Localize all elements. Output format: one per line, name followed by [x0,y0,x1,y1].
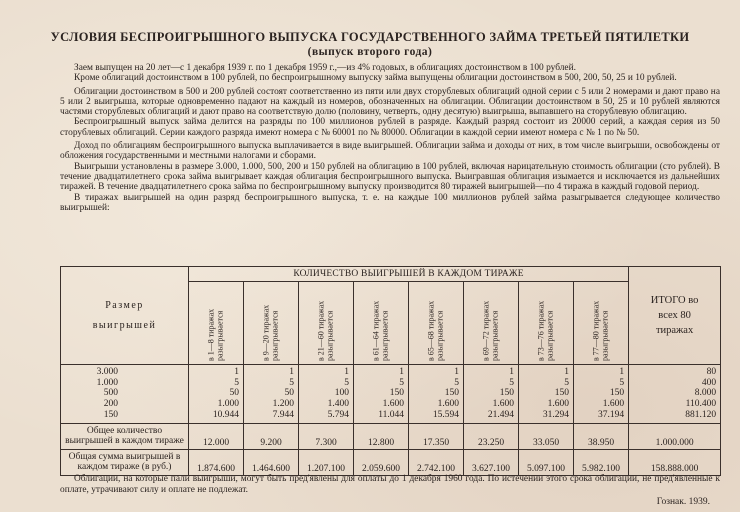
prize-count: 50 [229,388,239,399]
prize-total: 881.120 [685,409,717,420]
prize-count: 150 [499,388,514,399]
prize-count: 31.294 [542,409,569,420]
prize-count-column [409,365,464,424]
prize-count: 5 [344,377,349,388]
prize-count: 1 [509,367,514,378]
terms-text [60,63,720,213]
draw-range-header [464,282,519,365]
footer-note [60,474,720,495]
draw-range-header [299,282,354,365]
paragraph: Выигрыши установлены в размере 3.000, 1.000, 500, 200 и 150 рублей на облигацию в 100 рублей, включая нарицательную стоимость облигации (сто рублей). В течение двадцатилетнего срока займа выигрывает каждая облигация беспроигрышного выпуска. Выигравшая облигация изымается и исключается из дальнейших тиражей. В течение двадцатилетнего срока займа по беспроигрышному выпуску производится 80 тиражей выигрышей—по 4 тиража в каждый годовой период. [60,161,720,193]
prize-count: 5 [509,377,514,388]
draw-range-header [189,282,244,365]
prize-count-column [354,365,409,424]
draw-range-header [354,282,409,365]
prize-count: 5 [399,377,404,388]
prize-count-column [464,365,519,424]
draw-range-header [409,282,464,365]
total-column-header: ИТОГО во всех 80 тиражах [629,267,721,365]
draw-range-label: в 77—80 тиражах разыгрывается [591,300,610,361]
draw-prize-sum: 5.097.100 [519,449,574,475]
paragraph: Облигации достоинством в 500 и 200 рублей состоят соответственно из пяти или двух сторублевых облигаций одной серии с 5 или 2 номерами и дают право на 5 или 2 выигрыша, которые одновременно падают на каждый из номеров, обозначенных на облигации. Облигации достоинством в 50, 25 и 10 рублей являются частями сторублевых облигаций и дают право на соответствую долю (половину, четверть, одну десятую) выигрыша, выпавшего на сторублевую облигацию. [60,86,720,118]
draw-range-label: в 1—8 тиражах разыгрывается [206,308,224,361]
draw-prize-sum: 5.982.100 [574,449,629,475]
prize-count: 1 [619,367,625,378]
prize-count: 150 [609,388,625,399]
count-column-header: КОЛИЧЕСТВО ВЫИГРЫШЕЙ В КАЖДОМ ТИРАЖЕ [189,267,629,282]
draw-prize-count: 17.350 [409,423,464,449]
size-column-header: Размер выигрышей [61,267,189,365]
draw-prize-count: 33.050 [519,423,574,449]
document-subtitle: (выпуск второго года) [307,46,433,58]
count-row-label: Общее количество выигрышей в каждом тираже [61,423,189,449]
prize-count: 1 [454,367,459,378]
prize-count: 5 [234,377,239,388]
prize-count: 1.400 [327,399,349,410]
prize-count: 50 [284,388,294,399]
prize-table [60,266,721,476]
draw-range-label: в 21—60 тиражах разыгрывается [316,300,334,361]
draw-prize-count: 23.250 [464,423,519,449]
draw-prize-count: 12.800 [354,423,409,449]
document-title: УСЛОВИЯ БЕСПРОИГРЫШНОГО ВЫПУСКА ГОСУДАРСТВЕННОГО ЗАЙМА ТРЕТЬЕЙ ПЯТИЛЕТКИ [50,30,690,44]
prize-total: 110.400 [685,399,717,410]
prize-total-column [629,365,721,424]
prize-size: 150 [103,409,118,420]
draw-prize-sum: 2.059.600 [354,449,409,475]
draw-range-label: в 61—64 тиражах разыгрывается [371,300,389,361]
prize-count: 21.494 [487,409,514,420]
prize-count: 1.600 [492,399,514,410]
draw-range-header [574,282,629,365]
draw-prize-sum: 1.874.600 [189,449,244,475]
prize-count-column [244,365,299,424]
prize-size: 1.000 [96,377,118,388]
draw-range-label: в 73—76 тиражах разыгрывается [536,300,554,361]
paragraph: Кроме облигаций достоинством в 100 рублей, по беспроигрышному выпуску займа выпущены облигации достоинством в 500, 200, 50, 25 и 10 рублей. [74,73,677,84]
prize-count: 37.194 [597,409,625,420]
draw-prize-count: 12.000 [189,423,244,449]
prize-size: 200 [103,399,118,410]
paragraph: Беспроигрышный выпуск займа делится на разряды по 100 миллионов рублей в разряде. Каждый разряд состоит из 20000 серий, а каждая серия из 50 сторублевых облигаций. Серии каждого разряда имеют номера с № 60001 по № 80000. Облигации в каждой серии имеют номера с № 1 по № 50. [60,117,720,138]
paragraph: В тиражах выигрышей на один разряд беспроигрышного выпуска, т. е. на каждые 100 миллионов рублей займа разыгрывается следующее количество выигрышей: [60,192,720,213]
draw-prize-sum: 2.742.100 [409,449,464,475]
prize-size: 500 [103,388,118,399]
prize-count-column [519,365,574,424]
prize-count: 150 [389,388,404,399]
draw-range-header [244,282,299,365]
prize-count: 1.600 [547,399,569,410]
prize-count: 1.600 [602,399,625,410]
prize-count-column [189,365,244,424]
draw-prize-count: 38.950 [574,423,629,449]
prize-count: 7.944 [272,409,294,420]
prize-sizes [61,365,189,424]
prize-count: 1.000 [217,399,239,410]
prize-count-column [299,365,354,424]
prize-count: 5.794 [327,409,349,420]
prize-count: 1 [234,367,239,378]
prize-count: 5 [454,377,459,388]
prize-count: 150 [444,388,459,399]
footer-paragraph: Облигации, на которые пали выигрыши, могут быть пред'явлены для оплаты до 1 декабря 1960 года. По истечении этого срока облигации, не пред'явленные к оплате, утрачивают силу и оплате не подлежат. [60,474,720,495]
sum-row-label: Общая сумма выигрышей в каждом тираже (в руб.) [61,449,189,475]
prize-count: 10.944 [212,409,239,420]
printer-mark: Гознак. 1939. [656,497,710,507]
prize-size: 3.000 [96,367,118,378]
sum-row [61,449,721,475]
prize-count: 1 [289,367,294,378]
prize-total: 400 [701,377,717,388]
prize-count: 1 [399,367,404,378]
draw-prize-sum: 3.627.100 [464,449,519,475]
prize-count: 11.044 [378,409,404,420]
count-row [61,423,721,449]
prize-count: 5 [619,377,625,388]
count-row-total: 1.000.000 [629,423,721,449]
prize-count: 1 [564,367,569,378]
prize-count: 5 [564,377,569,388]
draw-prize-sum: 1.207.100 [299,449,354,475]
prize-count-column [574,365,629,424]
prize-total: 80 [706,367,717,378]
draw-prize-count: 7.300 [299,423,354,449]
draw-prize-count: 9.200 [244,423,299,449]
prize-count: 1.600 [382,399,404,410]
prize-count: 1.600 [437,399,459,410]
prize-count: 1 [344,367,349,378]
draw-range-label: в 9—20 тиражах разыгрывается [261,304,279,361]
prize-count: 150 [554,388,569,399]
prize-rows [61,365,721,424]
prize-count: 100 [334,388,349,399]
paragraph: Доход по облигациям беспроигрышного выпуска выплачивается в виде выигрышей. Облигации займа и доходы от них, в том числе выигрыши, освобождены от обложения государственными и местными налогами и сборами. [60,141,720,162]
draw-range-header [519,282,574,365]
prize-count: 15.594 [432,409,459,420]
paragraph: Заем выпущен на 20 лет—с 1 декабря 1939 г. по 1 декабря 1959 г.,—из 4% годовых, в облигациях достоинством в 100 рублей. [74,63,576,73]
draw-prize-sum: 1.464.600 [244,449,299,475]
sum-row-total: 158.888.000 [629,449,721,475]
prize-count: 5 [289,377,294,388]
draw-range-label: в 65—68 тиражах разыгрывается [426,300,444,361]
prize-total: 8.000 [694,388,717,399]
draw-range-label: в 69—72 тиражах разыгрывается [481,300,499,361]
prize-count: 1.200 [272,399,294,410]
